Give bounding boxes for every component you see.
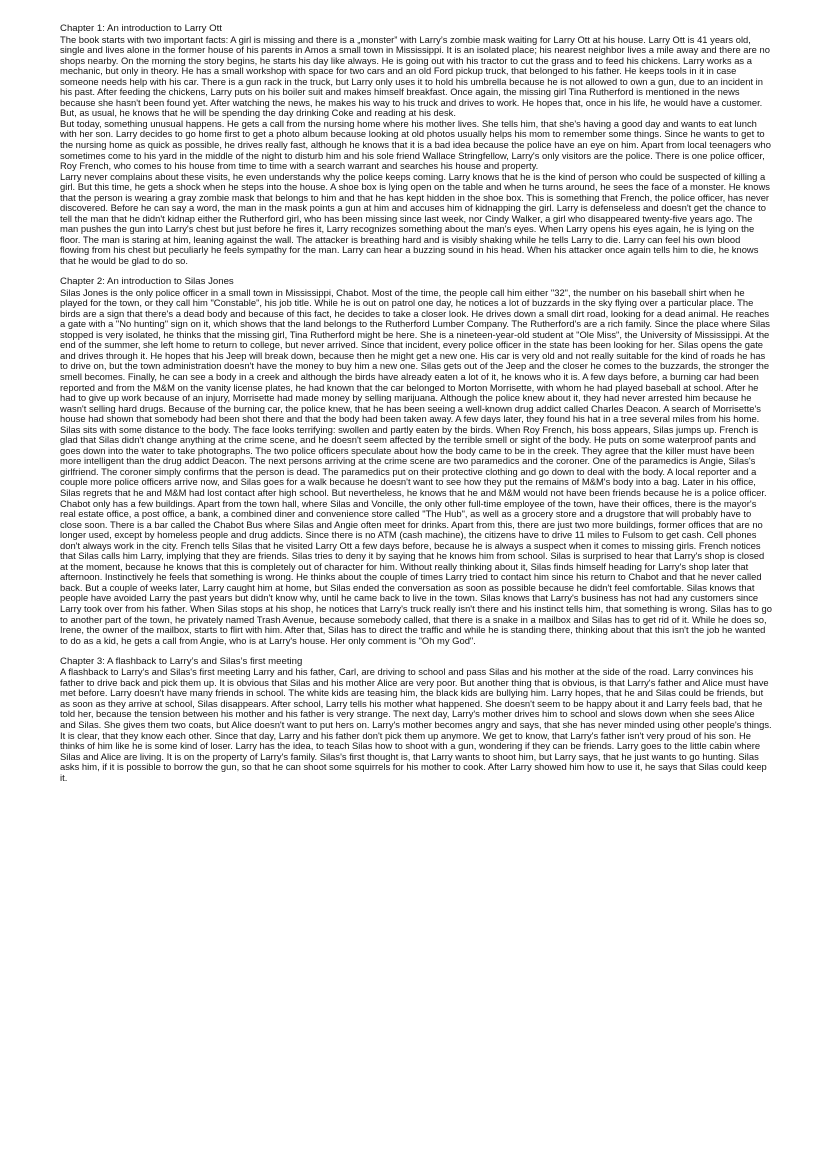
- chapter-2: [60, 277, 772, 646]
- chapter-title: Chapter 3: A flashback to Larry’s and Silas’s first meeting: [60, 655, 303, 667]
- chapter-paragraph: Silas Jones is the only police officer in a small town in Mississippi, Chabot. Most of the time, the people call him either "32", the number on his baseball shirt when he played for the town, or they call him "Constable", his job title. While he is out on patrol one day, he notices a lot of buzzards in the sky flying over a particular place. The birds are a sign that there's a dead body and because of this fact, he decides to take a closer look. He drives down a small dirt road, looking for a dead animal. He reaches a gate with a "No hunting" sign on it, which shows that the land belongs to the Rutherford Lumber Company. The Rutherford's are a rich family. Since the place where Silas stopped is very isolated, he thinks that the missing girl, Tina Rutherford might be here. She is a nineteen-year-old student at "Ole Miss", the University of Mississippi. At the end of the summer, she left home to return to college, but never arrived. Since that incident, every police officer in the state has been looking for her. Silas opens the gate and drives through it. He hopes that his Jeep will break down, because then he might get a new one. His car is very old and not really suitable for the kind of roads he has to drive on, but the town administration doesn't have the money to buy him a new one. Silas gets out of the Jeep and the closer he comes to the buzzards, the stronger the smell becomes. Finally, he can see a body in a creek and although the birds have already eaten a lot of it, he knows who it is. A few days before, a burning car had been reported and from the M&M on the vanity license plates, he had known that the car belonged to Morton Morrisette, with whom he had played baseball at school. After he had to give up work because of an injury, Morrisette had made money by selling marijuana. Although the police knew about it, they had never arrested him because he wasn't selling hard drugs. Because of the burning car, the police knew, that he has been seeing a well-known drug addict called Charles Deacon. A search of Morrisette's house had shown that somebody had been shot there and that the body had been taken away. A few days later, they found his hat in a tree several miles from his home. Silas sits with some distance to the body. The face looks terrifying: swollen and partly eaten by the birds. When Roy French, his boss appears, Silas jumps up. French is glad that Silas didn't change anything at the crime scene, and he doesn't seem affected by the terrible smell or sight of the body. He puts on some waterproof pants and goes down into the water to take photographs. The two police officers speculate about how the body came to be in the creek. They agree that the killer must have been more intelligent than the drug addict Deacon. The next persons arriving at the crime scene are two paramedics and the coroner. One of the paramedics is Angie, Silas's girlfriend. The coroner simply confirms that the person is dead. The paramedics put on their protective clothing and go down to deal with the body. A local reporter and a couple more police officers arrive now, and Silas goes for a walk because he doesn't want to see how they put the remains of M&M's body into a bag. Later in his office, Silas regrets that he and M&M had lost contact after high school. But nevertheless, he knows that he and M&M would not have been friends because he is a police officer. Chabot only has a few buildings. Apart from the town hall, where Silas and Voncille, the only other full-time employee of the town, have their offices, there is the mayor's real estate office, a post office, a bank, a combined diner and convenience store called "The Hub", as well as a grocery store and a drugstore that will probably have to close soon. There is a bar called the Chabot Bus where Silas and Angie often meet for drinks. Apart from this, there are just two more buildings, former offices that are no longer used, except by homeless people and drug addicts. Since there is no ATM (cash machine), the citizens have to drive 11 miles to Fulsom to get cash. Cell phones don't always work in the city. French tells Silas that he visited Larry Ott a few days before, because he is always a suspect when it comes to missing girls. French notices that Silas calls him Larry, implying that they are friends. Silas tries to deny it by saying that he knows him from school. Silas is surprised to hear that Larry's shop is closed at the moment, because he knows that this is completely out of character for him. Without really thinking about it, Silas finds himself heading for Larry's shop later that afternoon. Instinctively he feels that something is wrong. He thinks about the couple of times Larry tried to contact him since his return to Chabot and that he never called back. But a couple of weeks later, Larry caught him at home, but Silas ended the conversation as soon as possible because he didn't feel comfortable. Silas knows that people have avoided Larry the past years but didn't know why, until he came back to live in the town. Silas knows that Larry's business has not had any customers since Larry took over from his father. When Silas stops at his shop, he notices that Larry's truck really isn't there and his instinct tells him, that something is wrong. Silas has to go to another part of the town, he privately named Trash Avenue, because somebody called, that there is a snake in a mailbox and Silas has to get rid of it. While he does so, Irene, the owner of the mailbox, starts to flirt with him. After that, Silas has to direct the traffic and while he is standing there, thinking about that this isn't the job he wanted to do as a kid, he gets a call from Angie, who is at Larry's house. Her only comment is "Oh my God".: [60, 286, 772, 646]
- chapter-paragraph: A flashback to Larry's and Silas's first meeting Larry and his father, Carl, are driving to school and pass Silas and his mother at the side of the road. Larry convinces his father to drive back and pick them up. It is obvious that Silas and his mother Alice are very poor. But another thing that is obvious, is that Larry's father and Alice must have met before. Larry doesn't have many friends in school. The white kids are teasing him, the black kids are bullying him. Larry hopes, that he and Silas could be friends, but as soon as they arrive at school, Silas disappears. After school, Larry tells his mother what happened. She doesn't seem to be happy about it and Larry feels bad, that he told her, because the tension between his mother and his father is very strange. The next day, Larry's mother drives him to school and slows down when she sees Alice and Silas. She gives them two coats, but Alice doesn't want to put hers on. Larry's mother becomes angry and says, that she has never minded using other people's things. It is clear, that they know each other. Since that day, Larry and his father don't pick them up anymore. We get to know, that Larry's father isn't very proud of his son. He thinks of him like he is some kind of loser. Larry has the idea, to teach Silas how to shoot with a gun, wondering if they can be friends. Larry goes to the little cabin where Silas and Alice are living. It is on the property of Larry's family. Silas's first thought is, that Larry wants to shoot him, but Larry says, that he just wants to go hunting. Silas asks him, if it is possible to borrow the gun, so that he can shoot some squirrels for his mother to cook. After Larry showed him how to use it, he says that Silas could keep it.: [60, 666, 772, 783]
- chapter-paragraph: Larry never complains about these visits, he even understands why the police keeps coming. Larry knows that he is the kind of person who could be suspected of killing a girl. But this time, he gets a shock when he steps into the house. A shoe box is lying open on the table and when he turns around, he sees the face of a monster. He knows that the person is wearing a gray zombie mask that belongs to him and that he has kept hidden in the shoe box. This is something that French, the police officer, has never discovered. Before he can say a word, the man in the mask points a gun at him and accuses him of kidnapping the girl. Larry is defenseless and doesn't get the chance to tell the man that he didn't kidnap either the Rutherford girl, who has been missing since last week, nor Cindy Walker, a girl who disappeared twenty-five years ago. The man pushes the gun into Larry's chest but just before he fires it, Larry recognizes something about the man's eyes. When Larry opens his eyes again, he is lying on the floor. The man is staring at him, leaning against the wall. The attacker is breathing hard and is visibly shaking while he tells Larry to die. Larry can feel his own blood flowing from his chest but peculiarly he feels sympathy for the man. Larry can hear a buzzing sound in his head. When his attacker once again tells him to die, he knows that he would be glad to do so.: [60, 170, 770, 267]
- chapter-title: Chapter 1: An introduction to Larry Ott: [60, 23, 222, 34]
- chapter-1: [60, 24, 772, 267]
- chapter-3: [60, 657, 772, 784]
- chapter-paragraph: The book starts with two important facts: A girl is missing and there is a „monster” with Larry’s zombie mask waiting for Larry Ott at his house. Larry Ott is 41 years old, single and lives alone in the former house of his parents in Amos a small town in Mississippi. It is an isolated place; his nearest neighbor lives a mile away and there are no shops nearby. On the morning the story begins, he starts his day like always. He is going out with his tractor to cut the grass and to feed his chickens. Larry works as a mechanic, but only in theory. He has a small workshop with space for two cars and an old Ford pickup truck, that belonged to his father. He keeps tools in it in case someone needs help with his car. There is a gun rack in the truck, but Larry only uses it to hold his umbrella because he is not allowed to own a gun, due to an incident in his past. After feeding the chickens, Larry puts on his boiler suit and makes himself breakfast. Once again, the missing girl Tina Rutherford is mentioned in the news because she hasn't been found yet. After watching the news, he makes his way to his truck and drives to work. He hopes that, once in his life, he would have a customer. But, as usual, he knows that he will be spending the day drinking Coke and reading at his desk.: [60, 33, 770, 119]
- chapter-title: Chapter 2: An introduction to Silas Jones: [60, 276, 234, 288]
- chapter-paragraph: But today, something unusual happens. He gets a call from the nursing home where his mother lives. She tells him, that she's having a good day and wants to eat lunch with her son. Larry decides to go home first to get a photo album because looking at old photos usually helps his mom to remember some things. Since he wants to get to the nursing home as quick as possible, he drives really fast, although he knows that it is a bad idea because the police have an eye on him. Apart from local teenagers who sometimes come to his yard in the middle of the night to disturb him and his sole friend Wallace Stringfellow, Larry's only visitors are the police. There is one police officer, Roy French, who comes to his house from time to time with a search warrant and searches his house and property.: [60, 117, 771, 172]
- document-page: [60, 24, 772, 783]
